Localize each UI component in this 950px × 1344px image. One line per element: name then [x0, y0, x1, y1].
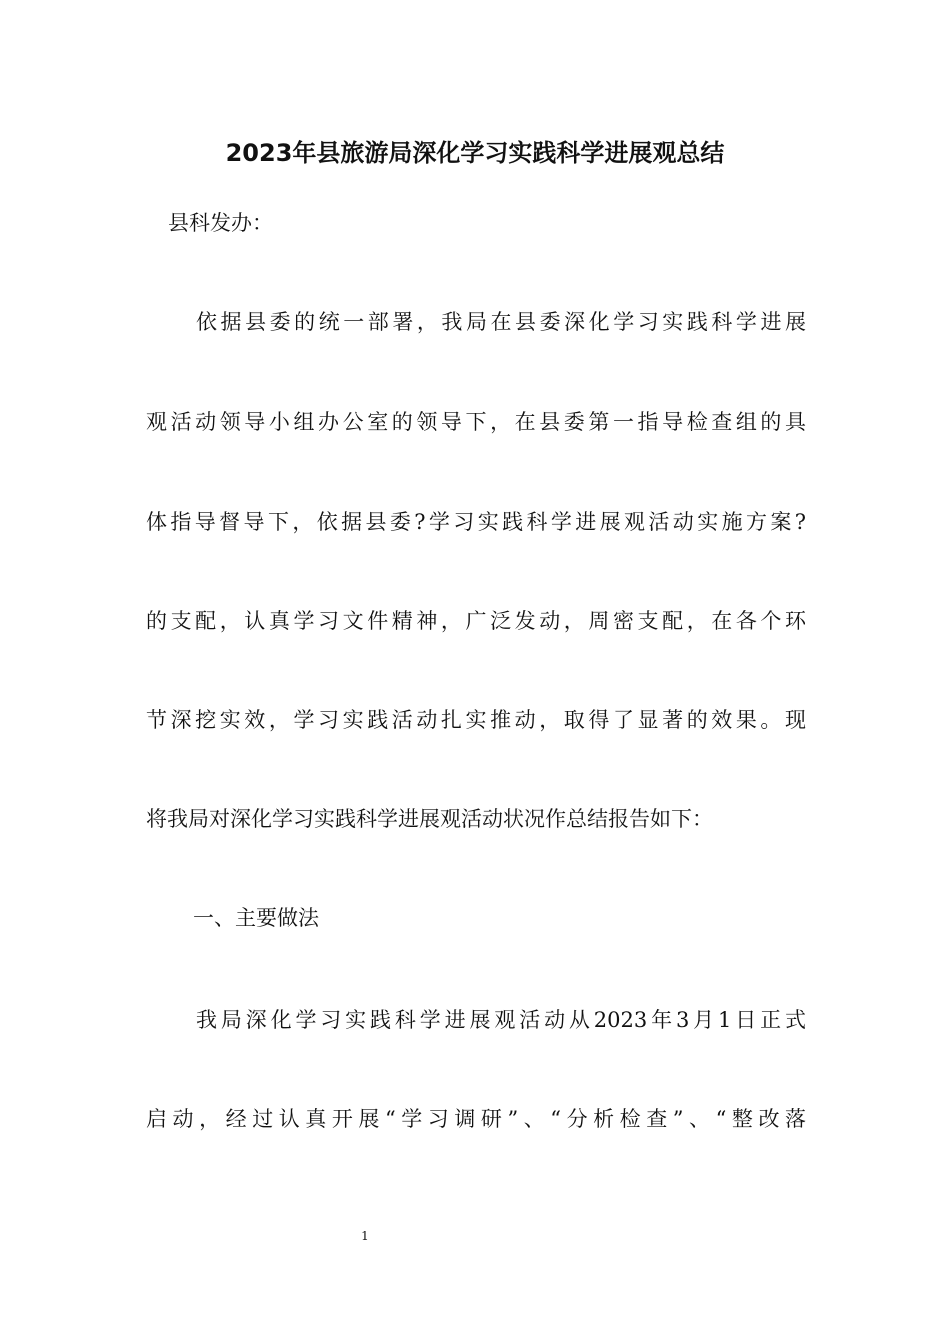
recipient-line: 县科发办： [168, 211, 273, 235]
paragraph-line: 启动，经过认真开展“学习调研”、“分析检查”、“整改落 [146, 1107, 806, 1131]
section-heading: 一、主要做法 [193, 906, 319, 930]
paragraph-line: 依据县委的统一部署，我局在县委深化学习实践科学进展 [196, 310, 806, 334]
page-number: 1 [361, 1229, 369, 1243]
paragraph-line: 节深挖实效，学习实践活动扎实推动，取得了显著的效果。现 [146, 708, 806, 732]
paragraph-line: 观活动领导小组办公室的领导下，在县委第一指导检查组的具 [146, 410, 806, 434]
paragraph-line: 将我局对深化学习实践科学进展观活动状况作总结报告如下： [146, 807, 713, 831]
paragraph-line: 体指导督导下，依据县委?学习实践科学进展观活动实施方案? [146, 510, 806, 534]
paragraph-line: 我局深化学习实践科学进展观活动从2023年3月1日正式 [196, 1008, 806, 1032]
document-title: 2023年县旅游局深化学习实践科学进展观总结 [225, 139, 725, 167]
paragraph-line: 的支配，认真学习文件精神，广泛发动，周密支配，在各个环 [146, 609, 806, 633]
